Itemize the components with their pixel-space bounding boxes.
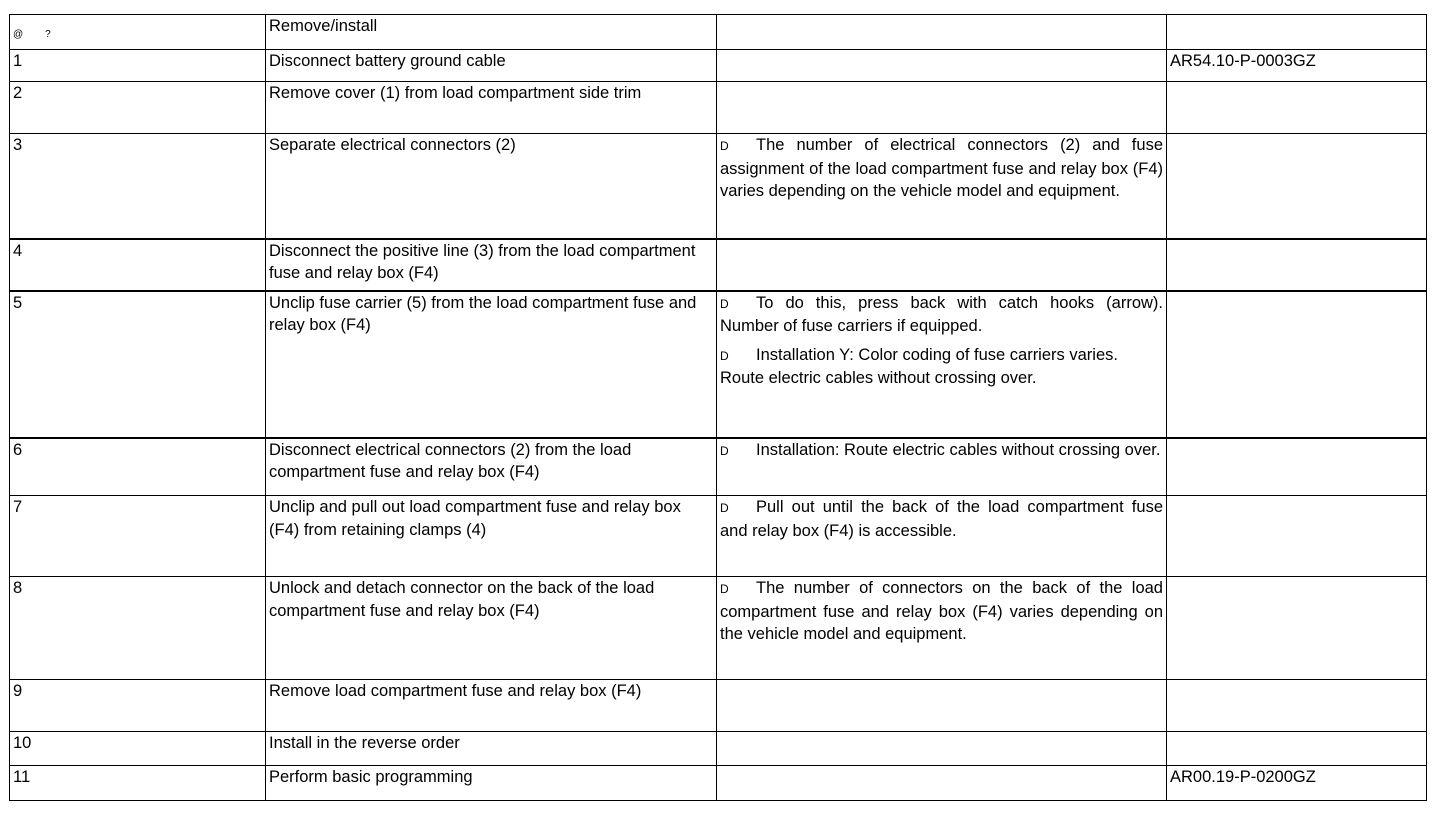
header-ref-cell bbox=[1167, 15, 1427, 50]
step-action: Disconnect battery ground cable bbox=[266, 50, 717, 82]
step-number: 6 bbox=[10, 438, 266, 496]
step-notes bbox=[717, 134, 1167, 239]
note-text: The number of electrical connectors (2) and fuse assignment of the load compartment fuse and relay box (F4) varies depending on the vehicle model and equipment. bbox=[720, 136, 1163, 200]
step-number: 1 bbox=[10, 50, 266, 82]
step-reference bbox=[1167, 291, 1427, 438]
note-text: To do this, press back with catch hooks (arrow). Number of fuse carriers if equipped. bbox=[720, 293, 1163, 335]
header-notes-cell bbox=[717, 15, 1167, 50]
step-note bbox=[720, 577, 1163, 646]
step-action: Unclip fuse carrier (5) from the load compartment fuse and relay box (F4) bbox=[266, 291, 717, 438]
note-text: The number of connectors on the back of the load compartment fuse and relay box (F4) varies depending on the vehicle model and equipment. bbox=[720, 579, 1163, 643]
step-number: 4 bbox=[10, 239, 266, 291]
step-note bbox=[720, 292, 1163, 338]
step-action: Disconnect electrical connectors (2) from the load compartment fuse and relay box (F4) bbox=[266, 438, 717, 496]
step-number: 3 bbox=[10, 134, 266, 239]
step-number: 8 bbox=[10, 577, 266, 680]
step-note bbox=[720, 134, 1163, 203]
table-row bbox=[10, 732, 1427, 766]
procedure-table bbox=[9, 14, 1427, 801]
table-row bbox=[10, 82, 1427, 134]
table-header-row bbox=[10, 15, 1427, 50]
note-bullet-icon: D bbox=[720, 139, 729, 153]
table-row bbox=[10, 291, 1427, 438]
step-notes bbox=[717, 291, 1167, 438]
table-row bbox=[10, 680, 1427, 732]
table-row bbox=[10, 438, 1427, 496]
note-bullet-icon: D bbox=[720, 348, 729, 363]
at-icon: @ bbox=[13, 29, 24, 40]
step-number: 11 bbox=[10, 766, 266, 801]
step-reference bbox=[1167, 732, 1427, 766]
step-notes bbox=[717, 82, 1167, 134]
step-notes bbox=[717, 239, 1167, 291]
step-number: 10 bbox=[10, 732, 266, 766]
step-reference bbox=[1167, 134, 1427, 239]
note-bullet-icon: D bbox=[720, 501, 729, 515]
table-row bbox=[10, 577, 1427, 680]
step-action: Unclip and pull out load compartment fuse and relay box (F4) from retaining clamps (4) bbox=[266, 496, 717, 577]
step-reference bbox=[1167, 438, 1427, 496]
step-notes bbox=[717, 766, 1167, 801]
step-reference bbox=[1167, 82, 1427, 134]
note-extra-text: Route electric cables without crossing over. bbox=[720, 369, 1037, 387]
note-bullet-icon: D bbox=[720, 582, 729, 596]
step-notes bbox=[717, 732, 1167, 766]
step-notes bbox=[717, 496, 1167, 577]
note-text: Pull out until the back of the load compartment fuse and relay box (F4) is accessible. bbox=[720, 498, 1163, 540]
question-icon: ? bbox=[45, 29, 51, 40]
note-bullet-icon: D bbox=[720, 296, 729, 311]
table-row bbox=[10, 134, 1427, 239]
step-action: Unlock and detach connector on the back of the load compartment fuse and relay box (F4) bbox=[266, 577, 717, 680]
step-note bbox=[720, 496, 1163, 542]
step-number: 9 bbox=[10, 680, 266, 732]
step-number: 2 bbox=[10, 82, 266, 134]
step-reference-link[interactable]: AR00.19-P-0200GZ bbox=[1167, 766, 1427, 801]
note-text: Installation: Route electric cables without crossing over. bbox=[756, 440, 1161, 459]
table-row bbox=[10, 496, 1427, 577]
step-number: 7 bbox=[10, 496, 266, 577]
step-notes bbox=[717, 680, 1167, 732]
step-action: Separate electrical connectors (2) bbox=[266, 134, 717, 239]
step-number: 5 bbox=[10, 291, 266, 438]
step-reference bbox=[1167, 577, 1427, 680]
step-action: Disconnect the positive line (3) from the load compartment fuse and relay box (F4) bbox=[266, 239, 717, 291]
note-bullet-icon: D bbox=[720, 443, 729, 458]
step-action: Install in the reverse order bbox=[266, 732, 717, 766]
step-reference bbox=[1167, 496, 1427, 577]
table-row bbox=[10, 50, 1427, 82]
step-notes bbox=[717, 577, 1167, 680]
step-action: Perform basic programming bbox=[266, 766, 717, 801]
step-action: Remove load compartment fuse and relay box (F4) bbox=[266, 680, 717, 732]
step-reference-link[interactable]: AR54.10-P-0003GZ bbox=[1167, 50, 1427, 82]
step-note bbox=[720, 439, 1163, 463]
note-text: Installation Y: Color coding of fuse carriers varies. bbox=[756, 345, 1118, 364]
step-reference bbox=[1167, 239, 1427, 291]
step-action: Remove cover (1) from load compartment side trim bbox=[266, 82, 717, 134]
step-note bbox=[720, 344, 1163, 368]
step-notes bbox=[717, 438, 1167, 496]
step-notes bbox=[717, 50, 1167, 82]
header-title: Remove/install bbox=[266, 15, 717, 50]
header-icons-cell bbox=[10, 15, 266, 50]
table-row bbox=[10, 239, 1427, 291]
procedure-sheet bbox=[9, 14, 1426, 801]
table-row bbox=[10, 766, 1427, 801]
step-reference bbox=[1167, 680, 1427, 732]
